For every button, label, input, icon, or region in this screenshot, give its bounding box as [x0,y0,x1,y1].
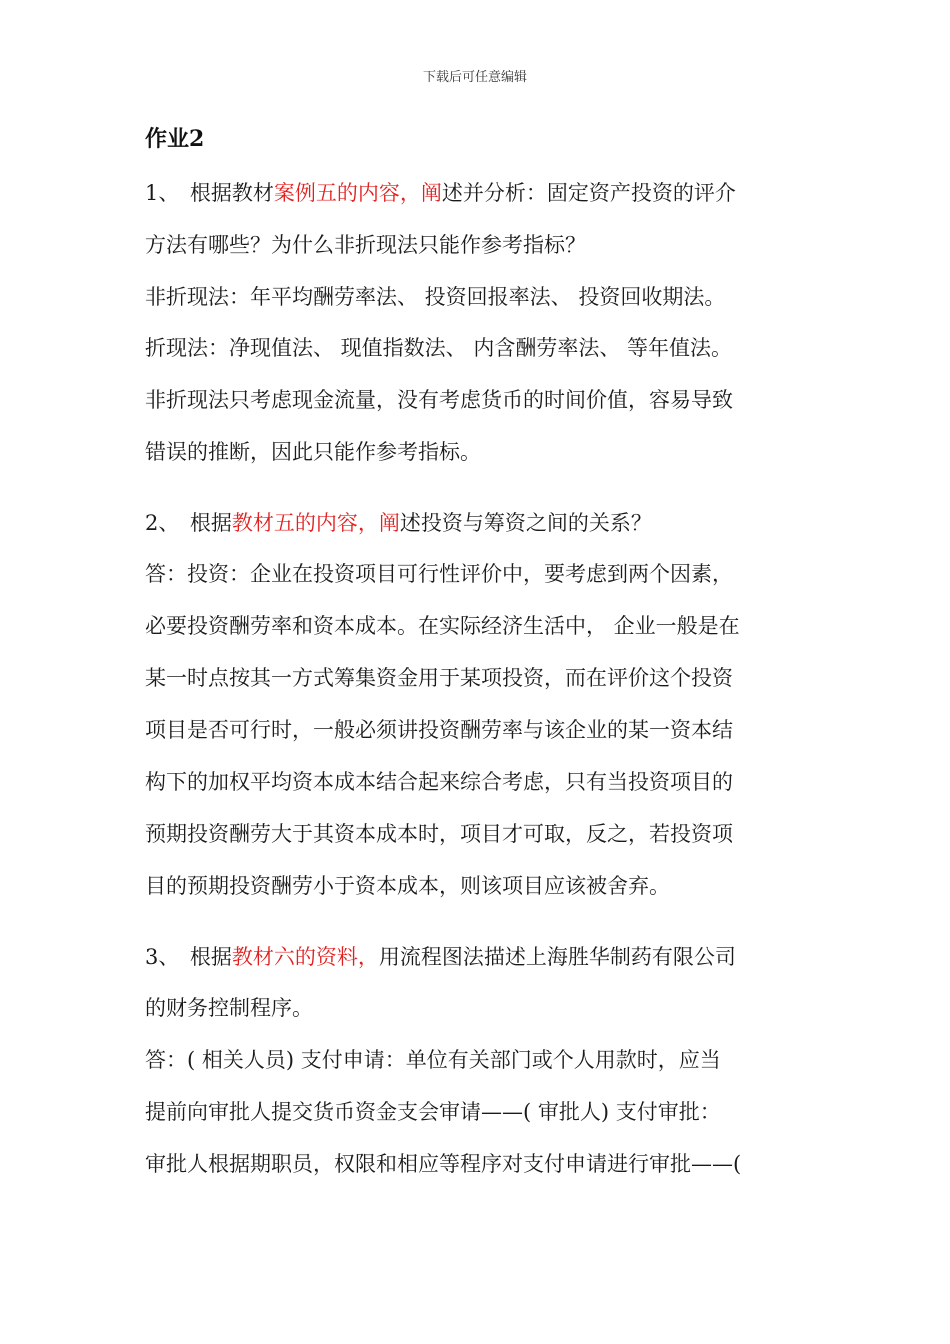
q3-line-2: 的财务控制程序。 [145,996,313,1020]
q3-number-text: 3、 根据 [145,945,232,969]
q2-line-2: 答：投资：企业在投资项目可行性评价中，要考虑到两个因素， [145,562,733,586]
q3-line-5: 审批人根据期职员，权限和相应等程序对支付申请进行审批——( [145,1152,742,1176]
q1-line-5: 非折现法只考虑现金流量，没有考虑货币的时间价值，容易导致 [145,388,733,412]
q2-number-text: 2、 根据 [145,511,232,535]
q2-line-3: 必要投资酬劳率和资本成本。在实际经济生活中， 企业一般是在 [145,614,740,638]
q3-text: 用流程图法描述上海胜华制药有限公司 [378,945,736,969]
q1-line-2: 方法有哪些？为什么非折现法只能作参考指标？ [145,233,586,257]
q3-highlight: 教材六的资料， [231,945,379,969]
q1-line-3: 非折现法：年平均酬劳率法、 投资回报率法、 投资回收期法。 [145,285,726,309]
q2-line-4: 某一时点按其一方式筹集资金用于某项投资，而在评价这个投资 [145,666,733,690]
assignment-title: 作业2 [145,126,205,152]
q2-line-6: 构下的加权平均资本成本结合起来综合考虑，只有当投资项目的 [145,770,733,794]
q2-line-7: 预期投资酬劳大于其资本成本时，项目才可取，反之，若投资项 [145,822,733,846]
page-header: 下载后可任意编辑 [422,70,527,85]
q3-line-3: 答：( 相关人员) 支付申请：单位有关部门或个人用款时，应当 [145,1048,721,1072]
q2-highlight: 教材五的内容，阐 [231,511,400,535]
q2-text: 述投资与筹资之间的关系？ [399,511,652,535]
q1-text: 述并分析：固定资产投资的评介 [441,181,736,205]
q1-line-4: 折现法：净现值法、 现值指数法、 内含酬劳率法、 等年值法。 [145,336,733,360]
q1-line-6: 错误的推断，因此只能作参考指标。 [145,440,481,464]
q3-line-4: 提前向审批人提交货币资金支会审请——( 审批人) 支付审批： [145,1100,721,1124]
q3-line-1 [145,941,736,971]
q1-number-text: 1、 根据教材 [145,181,274,205]
q2-line-1 [145,507,652,537]
q2-line-5: 项目是否可行时，一般必须讲投资酬劳率与该企业的某一资本结 [145,718,733,742]
q1-highlight: 案例五的内容，阐 [273,181,442,205]
q2-line-8: 目的预期投资酬劳小于资本成本，则该项目应该被舍弃。 [145,874,670,898]
q1-line-1 [145,177,736,207]
